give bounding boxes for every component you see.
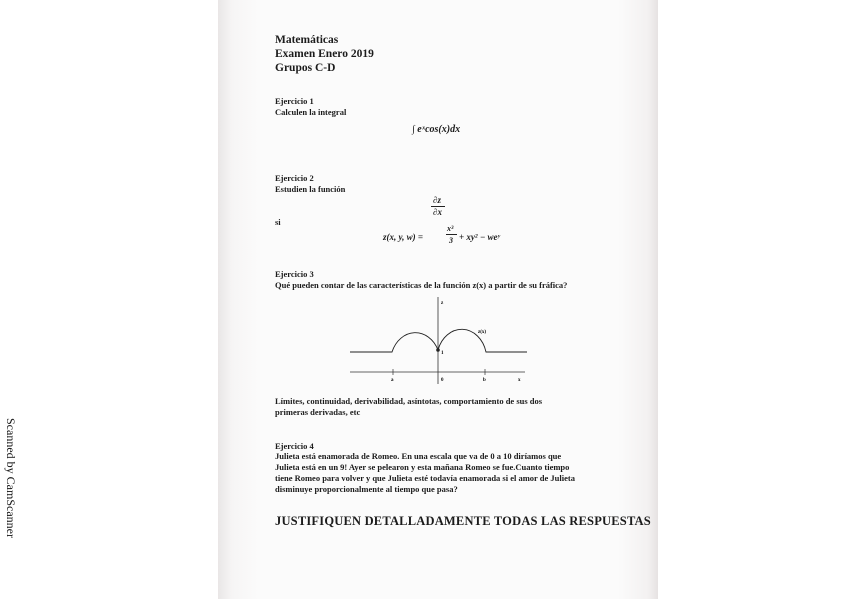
ex1-title: Ejercicio 1: [275, 96, 314, 106]
point-label: 1: [441, 351, 444, 356]
ex4-line2: Julieta está en un 9! Ayer se pelearon y esta mañana Romeo se fue.Cuanto tiempo: [275, 462, 570, 472]
course-title: Matemáticas: [275, 34, 339, 46]
ex2-frac-num: x³: [447, 224, 454, 233]
ex1-text: Calculen la integral: [275, 107, 347, 117]
ex3-after-line1: Límites, continuidad, derivabilidad, asíntotas, comportamiento de sus dos: [275, 396, 543, 406]
ex2-formula-right: + xy² − weʸ: [459, 232, 500, 242]
ex2-partial-num: ∂z: [433, 195, 441, 205]
ex2-formula-left: z(x, y, w) =: [383, 232, 424, 242]
ex4-line1: Julieta está enamorada de Romeo. En una escala que va de 0 a 10 diríamos que: [275, 451, 562, 461]
ex2-partial-den: ∂x: [433, 207, 442, 217]
tick-b-label: b: [483, 378, 486, 383]
ex2-text: Estudien la función: [275, 184, 346, 194]
exam-title: Examen Enero 2019: [275, 48, 374, 60]
point-marker: [436, 348, 440, 352]
ex2-frac-bar: [446, 234, 457, 235]
curve-label: z(x): [478, 330, 487, 335]
ex3-text: Qué pueden contar de las características de la función z(x) a partir de su fráfica?: [275, 280, 568, 290]
ex3-title: Ejercicio 3: [275, 269, 314, 279]
ex4-title: Ejercicio 4: [275, 441, 314, 451]
ex2-si: si: [275, 217, 281, 227]
tick-0-label: 0: [441, 378, 444, 383]
tick-a-label: a: [391, 378, 394, 383]
ex1-formula: ∫ eˣcos(x)dx: [412, 124, 461, 135]
ex2-frac-den: 3: [449, 236, 453, 245]
y-axis-label: z: [441, 301, 444, 306]
ex4-line3: tiene Romeo para volver y que Julieta esté todavía enamorada si el amor de Julieta: [275, 473, 575, 483]
x-axis-label: x: [518, 378, 521, 383]
groups-label: Grupos C-D: [275, 62, 336, 74]
watermark: Scanned by CamScanner: [4, 418, 18, 538]
ex2-title: Ejercicio 2: [275, 173, 314, 183]
ex3-after-line2: primeras derivadas, etc: [275, 407, 361, 417]
final-instruction: JUSTIFIQUEN DETALLADAMENTE TODAS LAS RESPUESTAS: [275, 514, 651, 528]
function-graph: [340, 292, 540, 387]
ex4-line4: disminuye proporcionalmente al tiempo que pasa?: [275, 484, 458, 494]
